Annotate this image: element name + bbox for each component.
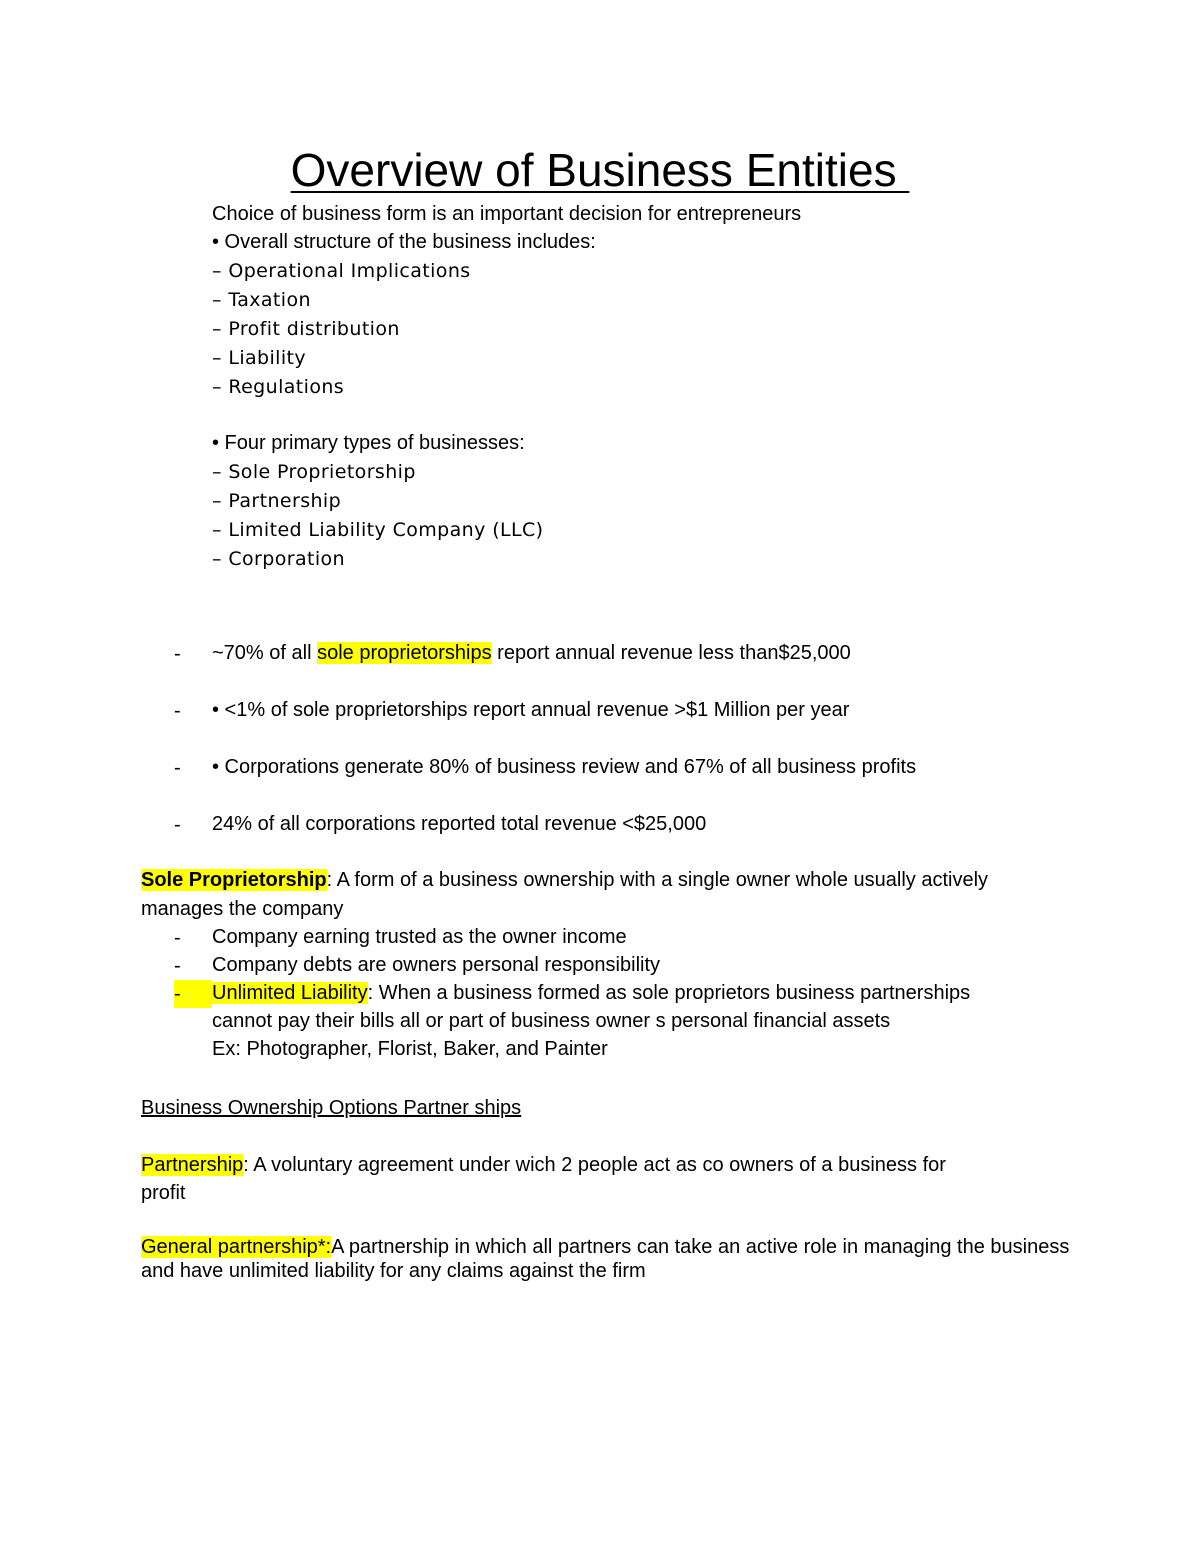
business-type-item: – Sole Proprietorship bbox=[212, 461, 416, 483]
bullet-dash: - bbox=[174, 700, 181, 722]
sole-bullet-3-line-3: Ex: Photographer, Florist, Baker, and Painter bbox=[212, 1038, 608, 1060]
sole-definition-text: : A form of a business ownership with a single owner whole usually actively bbox=[326, 869, 989, 891]
partnership-line-2: profit bbox=[141, 1182, 186, 1204]
sole-definition-line-2: manages the company bbox=[141, 898, 344, 920]
structure-item: – Liability bbox=[212, 347, 307, 369]
highlight-sole-proprietorship-term: Sole Proprietorship bbox=[141, 869, 327, 891]
highlight-sole-proprietorships: sole proprietorships bbox=[317, 642, 492, 664]
partnership-definition bbox=[141, 1151, 946, 1179]
bullet-dash: - bbox=[174, 980, 212, 1008]
unlimited-liability-text: : When a business formed as sole proprietors business partnerships bbox=[367, 982, 971, 1004]
intro-line-1: Choice of business form is an important decision for entrepreneurs bbox=[212, 203, 802, 225]
structure-item: – Taxation bbox=[212, 289, 311, 311]
intro-line-2: • Overall structure of the business includes: bbox=[212, 231, 596, 253]
bullet-dash: - bbox=[174, 927, 181, 949]
sole-bullet-1: Company earning trusted as the owner income bbox=[212, 926, 627, 948]
general-partnership-text: A partnership in which all partners can take an active role in managing the business bbox=[331, 1236, 1070, 1258]
business-type-item: – Partnership bbox=[212, 490, 342, 512]
structure-item: – Profit distribution bbox=[212, 318, 400, 340]
business-type-item: – Corporation bbox=[212, 548, 345, 570]
sole-bullet-2: Company debts are owners personal responsibility bbox=[212, 954, 661, 976]
structure-item: – Operational Implications bbox=[212, 260, 471, 282]
bullet-dash: - bbox=[174, 757, 181, 779]
stat-line-1 bbox=[212, 639, 851, 667]
highlight-partnership-term: Partnership bbox=[141, 1154, 244, 1176]
page-title: Overview of Business Entities bbox=[290, 144, 910, 196]
highlight-general-partnership-term: General partnership*: bbox=[141, 1236, 332, 1258]
bullet-dash: - bbox=[174, 814, 181, 836]
sole-bullet-3-line-2: cannot pay their bills all or part of business owner s personal financial assets bbox=[212, 1010, 891, 1032]
stat-1-prefix: ~70% of all bbox=[212, 642, 318, 664]
partnership-text: : A voluntary agreement under wich 2 people act as co owners of a business for bbox=[243, 1154, 946, 1176]
business-type-item: – Limited Liability Company (LLC) bbox=[212, 519, 544, 541]
sole-proprietorship-definition bbox=[141, 866, 988, 894]
structure-item: – Regulations bbox=[212, 376, 345, 398]
general-partnership-line-2: and have unlimited liability for any claims against the firm bbox=[141, 1260, 646, 1282]
stat-line-2: • <1% of sole proprietorships report annual revenue >$1 Million per year bbox=[212, 699, 850, 721]
section-heading: Business Ownership Options Partner ships bbox=[141, 1097, 522, 1119]
stat-1-suffix: report annual revenue less than$25,000 bbox=[491, 642, 851, 664]
highlight-unlimited-liability: Unlimited Liability bbox=[212, 982, 368, 1004]
bullet-dash: - bbox=[174, 643, 181, 665]
bullet-dash: - bbox=[174, 955, 181, 977]
sole-bullet-3 bbox=[212, 979, 970, 1007]
stat-line-3: • Corporations generate 80% of business review and 67% of all business profits bbox=[212, 756, 917, 778]
stat-line-4: 24% of all corporations reported total revenue <$25,000 bbox=[212, 813, 707, 835]
types-heading: • Four primary types of businesses: bbox=[212, 432, 525, 454]
